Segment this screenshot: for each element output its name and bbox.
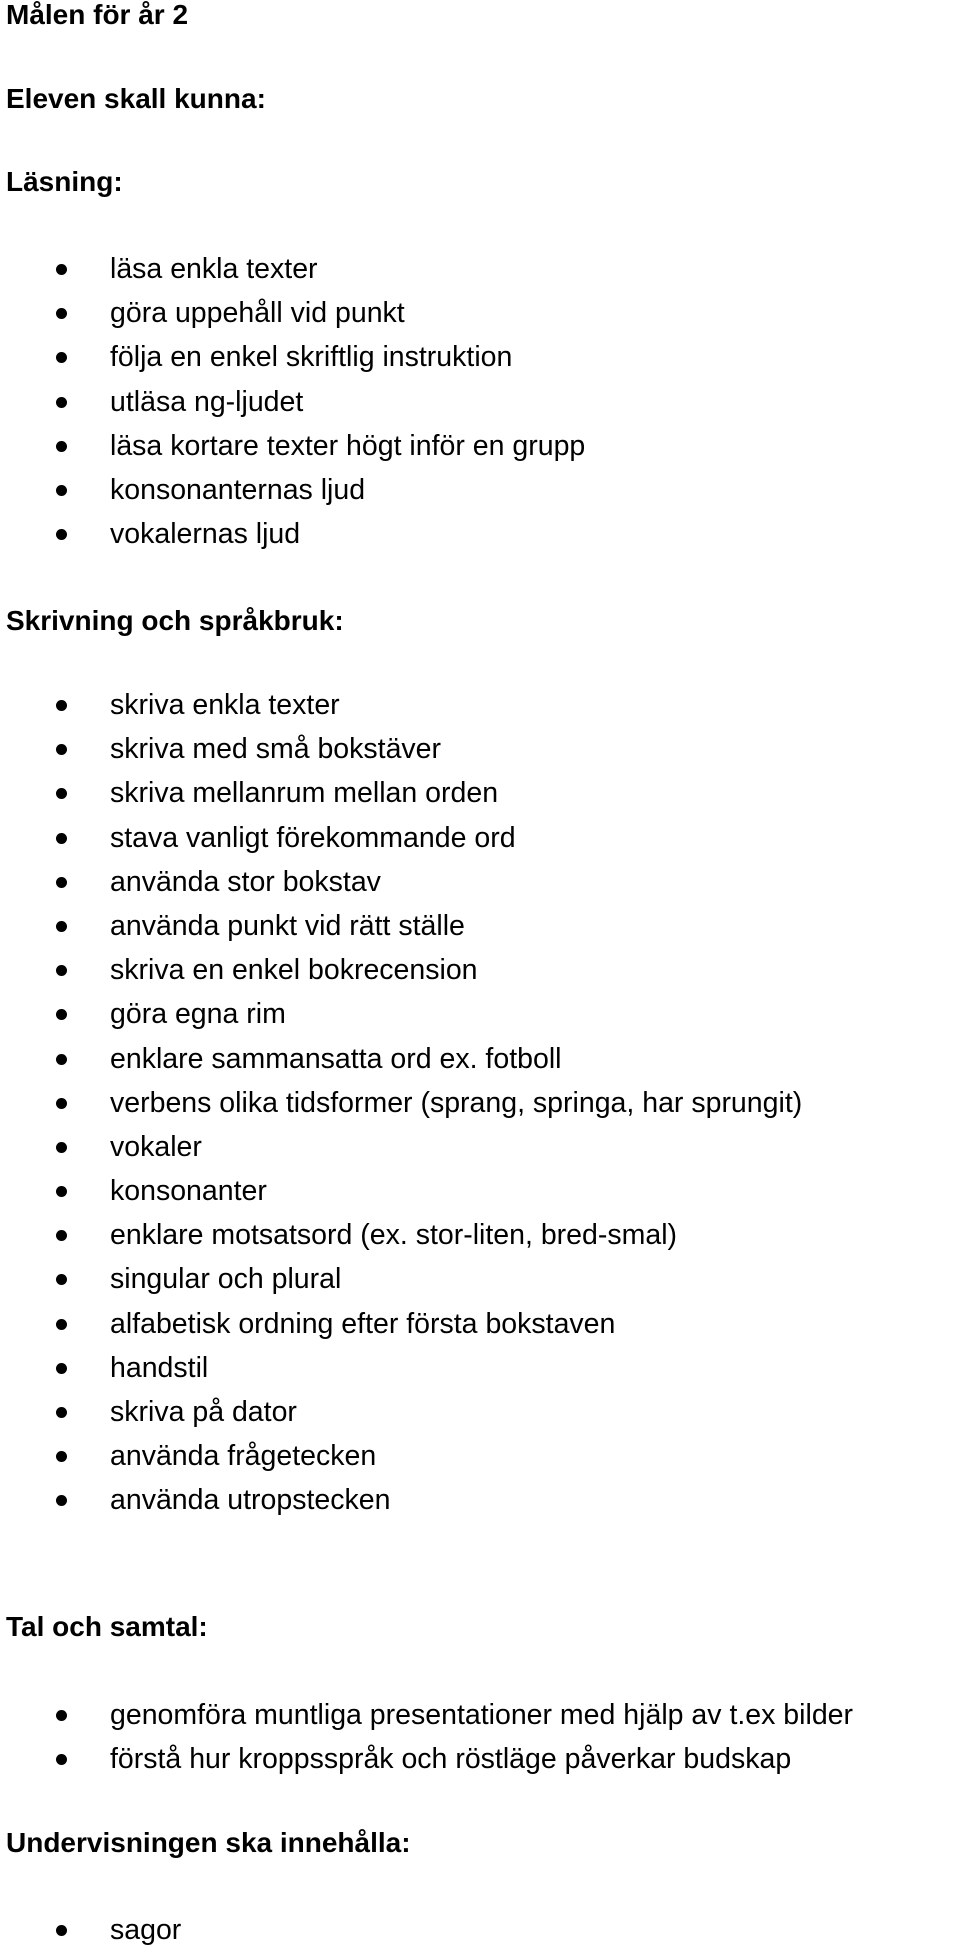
bullet-icon bbox=[56, 485, 67, 496]
bullet-icon bbox=[56, 1407, 67, 1418]
section-heading-tal: Tal och samtal: bbox=[6, 1611, 208, 1642]
bullet-icon bbox=[56, 397, 67, 408]
bullet-icon bbox=[56, 1142, 67, 1153]
bullet-icon bbox=[56, 1710, 67, 1721]
bullet-icon bbox=[56, 700, 67, 711]
bullet-icon bbox=[56, 1186, 67, 1197]
bullet-icon bbox=[56, 1319, 67, 1330]
bullet-icon bbox=[56, 1054, 67, 1065]
bullet-icon bbox=[56, 744, 67, 755]
bullet-icon bbox=[56, 833, 67, 844]
bullet-icon bbox=[56, 1754, 67, 1765]
page-subtitle: Eleven skall kunna: bbox=[6, 83, 266, 114]
section-heading-skrivning: Skrivning och språkbruk: bbox=[6, 605, 344, 636]
section-heading-lasning: Läsning: bbox=[6, 166, 123, 197]
bullet-icon bbox=[56, 921, 67, 932]
bullet-icon bbox=[56, 1230, 67, 1241]
document-page: Målen för år 2 Eleven skall kunna: Läsning: läsa enkla texter göra uppehåll vid punkt följa en enkel skriftlig instruktion utläsa ng-ljudet läsa kortare texter högt inför en grupp konsonanternas ljud vokalernas ljud Skrivning och språkbruk: skriva enkla texter skriva med små bokstäver skriva mellanrum mellan orden stava vanligt förekommande ord använda stor bokstav använda punkt vid rätt ställe skriva en enkel bokrecension göra egna rim enklare sammansatta ord ex. fotboll verbens olika tidsformer (sprang, springa, har sprungit) vokaler konsonanter enklare motsatsord (ex. stor-liten, bred-smal) singular och plural alfabetisk ordning efter första bokstaven handstil skriva på dator använda frågetecken använda utropstecken Tal och samtal: genomföra muntliga presentationer med hjälp av t.ex bilder förstå hur kroppsspråk och röstläge påverkar budskap Undervisningen ska innehålla: sagor bbox=[6, 0, 854, 1946]
page-title: Målen för år 2 bbox=[6, 0, 189, 30]
bullet-icon bbox=[56, 1098, 67, 1109]
bullet-icon bbox=[56, 1274, 67, 1285]
bullet-icon bbox=[56, 352, 67, 363]
bullet-icon bbox=[56, 529, 67, 540]
bullet-icon bbox=[56, 1925, 67, 1936]
section-heading-undervisningen: Undervisningen ska innehålla: bbox=[6, 1827, 411, 1858]
bullet-icon bbox=[56, 965, 67, 976]
bullet-icon bbox=[56, 441, 67, 452]
bullet-icon bbox=[56, 1451, 67, 1462]
bullet-icon bbox=[56, 788, 67, 799]
bullet-icon bbox=[56, 877, 67, 888]
bullet-icon bbox=[56, 1009, 67, 1020]
bullet-icon bbox=[56, 1363, 67, 1374]
bullet-icon bbox=[56, 308, 67, 319]
bullet-icon bbox=[56, 1495, 67, 1506]
bullet-icon bbox=[56, 264, 67, 275]
